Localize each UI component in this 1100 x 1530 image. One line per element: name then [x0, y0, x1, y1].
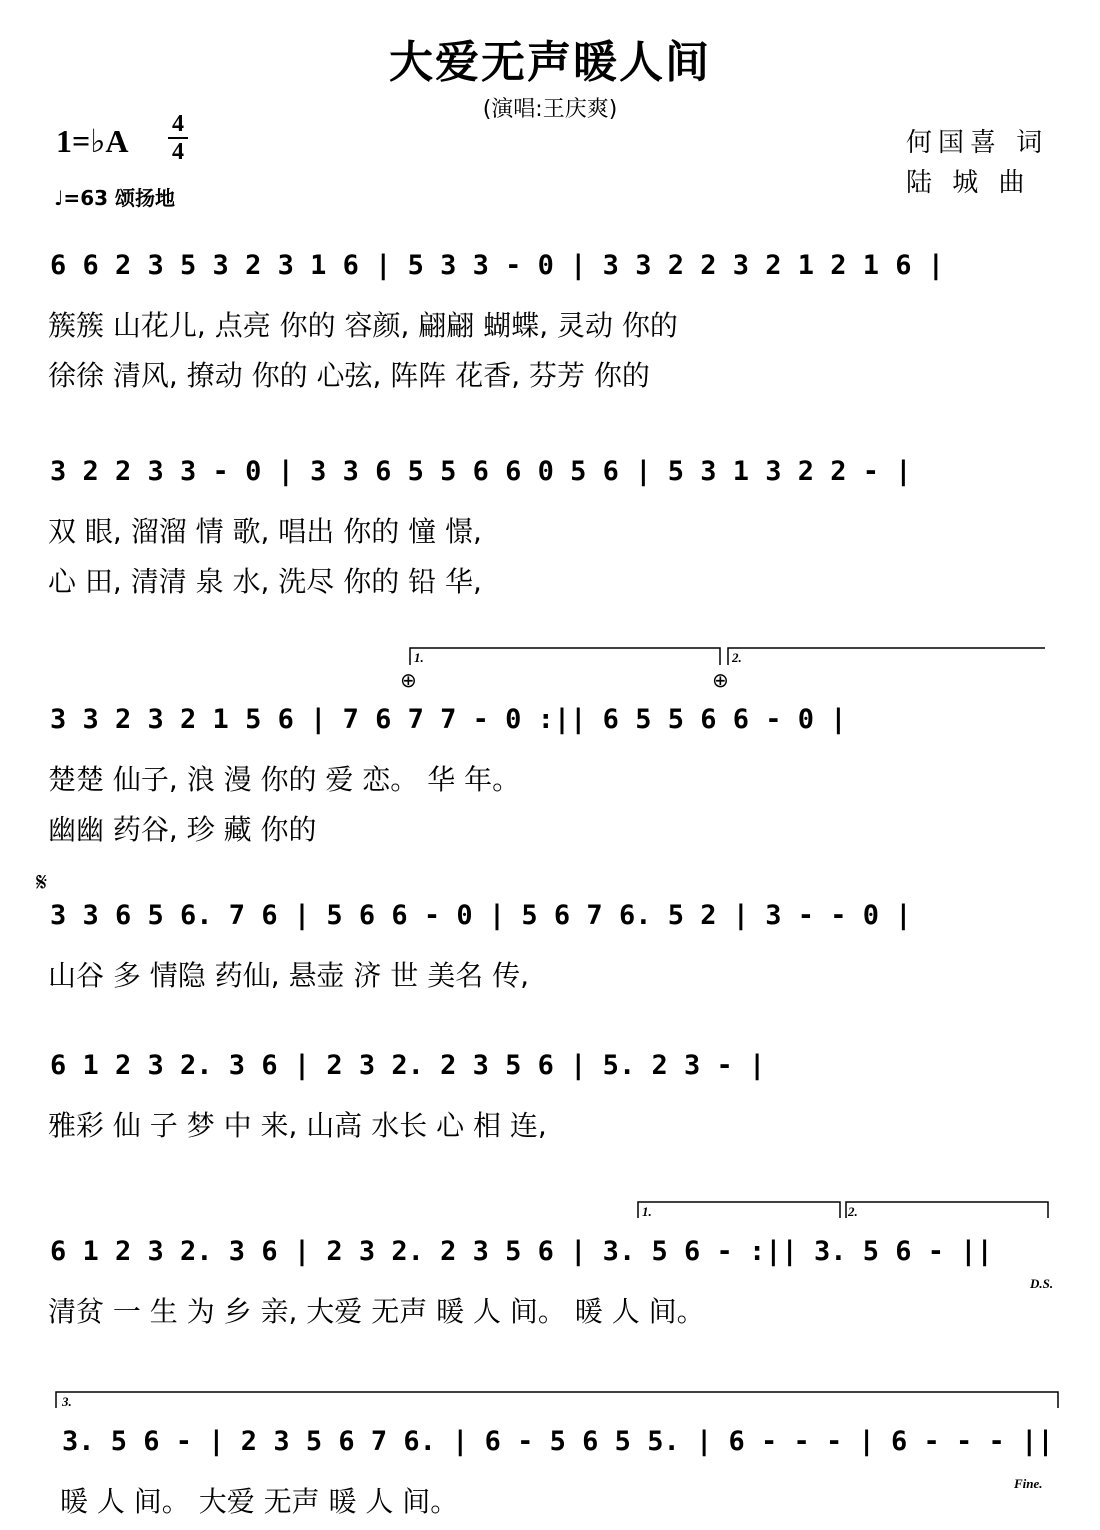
- volta-2-bracket: [728, 648, 1045, 665]
- composer-credit: 陆 城 曲: [906, 168, 1031, 198]
- song-title: 大爱无声暖人间: [389, 37, 711, 88]
- volta-2-label: 2.: [848, 1204, 858, 1219]
- volta-1-label: 1.: [414, 650, 424, 665]
- notation-row-5: 6 1 2 3 2. 3 6 | 2 3 2. 2 3 5 6 | 5. 2 3 - |: [50, 1050, 766, 1081]
- dal-segno-mark: D.S.: [1030, 1276, 1054, 1291]
- volta-1-label: 1.: [642, 1204, 652, 1219]
- coda-icon: ⊕: [400, 668, 417, 692]
- lyric-row-5: 雅彩 仙 子 梦 中 来, 山高 水长 心 相 连,: [48, 1109, 547, 1142]
- notation-row-4: 3 3 6 5 6. 7 6 | 5 6 6 - 0 | 5 6 7 6. 5 2 | 3 - - 0 |: [50, 900, 912, 931]
- tempo-marking: ♩=63 颂扬地: [54, 186, 175, 210]
- time-signature-top: 4: [172, 111, 184, 137]
- lyric-row-2-verse-2: 心 田, 清清 泉 水, 洗尽 你的 铅 华,: [48, 565, 482, 598]
- lyric-row-4: 山谷 多 情隐 药仙, 悬壶 济 世 美名 传,: [48, 959, 530, 992]
- coda-icon: ⊕: [712, 668, 729, 692]
- volta-2-label: 2.: [732, 650, 742, 665]
- key-signature: 1=♭A: [56, 123, 129, 159]
- lyric-row-2-verse-1: 双 眼, 溜溜 情 歌, 唱出 你的 憧 憬,: [48, 515, 482, 548]
- notation-row-2: 3 2 2 3 3 - 0 | 3 3 6 5 5 6 6 0 5 6 | 5 3 1 3 2 2 - |: [50, 456, 912, 487]
- volta-3-bracket: [56, 1392, 1058, 1408]
- notation-row-6: 6 1 2 3 2. 3 6 | 2 3 2. 2 3 5 6 | 3. 5 6 - :|| 3. 5 6 - ||: [50, 1236, 993, 1267]
- lyric-row-3-verse-1: 楚楚 仙子, 浪 漫 你的 爱 恋。 华 年。: [48, 763, 521, 796]
- volta-1-bracket: [410, 648, 720, 665]
- notation-row-3: 3 3 2 3 2 1 5 6 | 7 6 7 7 - 0 :|| 6 5 5 6 6 - 0 |: [50, 704, 847, 735]
- volta-2-bracket: [846, 1202, 1048, 1218]
- volta-1-bracket: [638, 1202, 840, 1218]
- lyric-row-1-verse-1: 簇簇 山花儿, 点亮 你的 容颜, 翩翩 蝴蝶, 灵动 你的: [48, 309, 678, 342]
- lyric-row-1-verse-2: 徐徐 清风, 撩动 你的 心弦, 阵阵 花香, 芬芳 你的: [48, 359, 650, 392]
- volta-3-label: 3.: [62, 1394, 72, 1409]
- performer-credit: (演唱:王庆爽): [482, 97, 618, 122]
- lyric-row-7: 暖 人 间。 大爱 无声 暖 人 间。: [60, 1485, 459, 1518]
- lyric-row-3-verse-2: 幽幽 药谷, 珍 藏 你的: [48, 813, 317, 846]
- lyric-row-6: 清贫 一 生 为 乡 亲, 大爱 无声 暖 人 间。 暖 人 间。: [48, 1295, 705, 1328]
- fine-mark: Fine.: [1014, 1476, 1043, 1491]
- segno-icon: 𝄋: [36, 868, 48, 898]
- notation-row-1: 6 6 2 3 5 3 2 3 1 6 | 5 3 3 - 0 | 3 3 2 2 3 2 1 2 1 6 |: [50, 250, 945, 281]
- time-signature-bottom: 4: [172, 139, 184, 165]
- lyricist-credit: 何国喜 词: [906, 128, 1049, 158]
- notation-row-7: 3. 5 6 - | 2 3 5 6 7 6. | 6 - 5 6 5 5. | 6 - - - | 6 - - - ||: [62, 1426, 1054, 1457]
